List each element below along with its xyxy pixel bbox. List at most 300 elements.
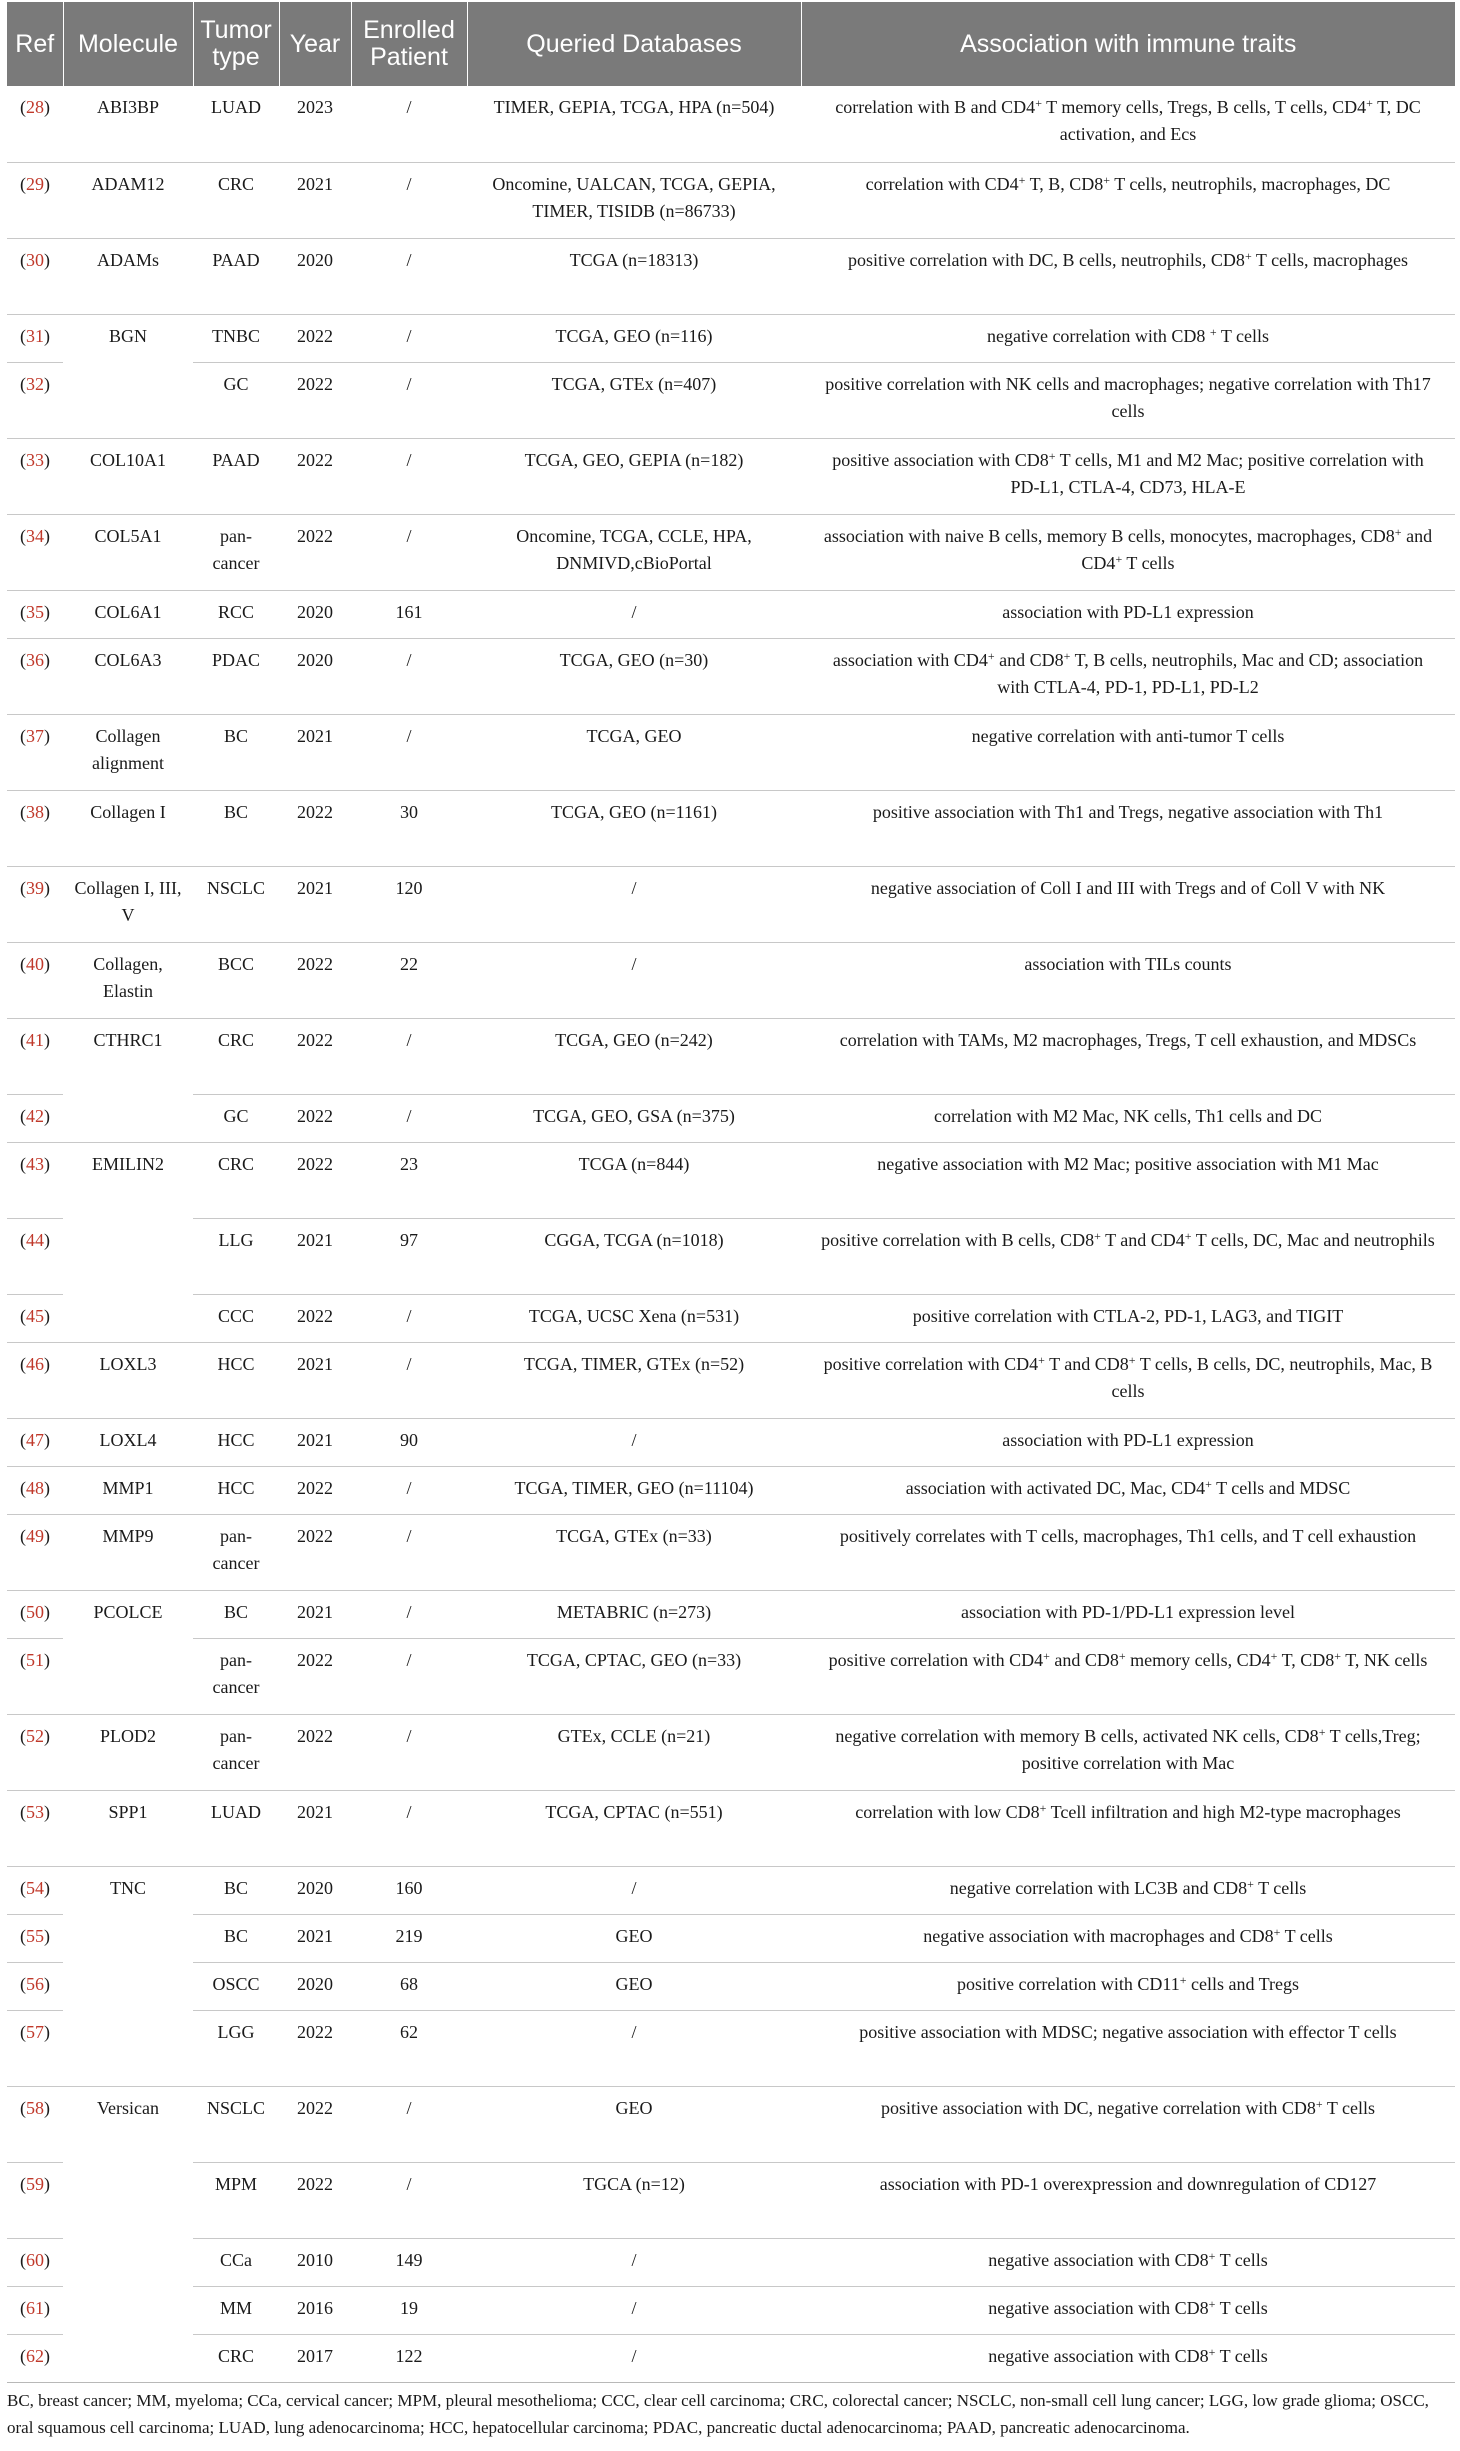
year-cell: 2022 [279, 1714, 351, 1790]
association-cell: positive association with DC, negative correlation with CD8+ T cells [801, 2086, 1455, 2162]
enrolled-cell: / [351, 362, 467, 438]
tumor-type-cell: PAAD [193, 238, 279, 314]
immune-association-table [7, 2, 1455, 2383]
ref-cell[interactable]: (47) [7, 1418, 63, 1466]
table-row [7, 1514, 1455, 1590]
ref-link[interactable]: 58 [26, 2097, 44, 2118]
ref-link[interactable]: 46 [26, 1353, 44, 1374]
table-row [7, 1714, 1455, 1790]
enrolled-cell: / [351, 1466, 467, 1514]
molecule-cell: Collagen alignment [63, 714, 193, 790]
association-cell: association with CD4+ and CD8+ T, B cells, neutrophils, Mac and CD; association with CTLA-4, PD-1, PD-L1, PD-L2 [801, 638, 1455, 714]
ref-cell[interactable]: (49) [7, 1514, 63, 1590]
tumor-type-cell: CCa [193, 2238, 279, 2286]
table-row [7, 714, 1455, 790]
molecule-cell: TNC [63, 1866, 193, 1914]
tumor-type-cell: BC [193, 1914, 279, 1962]
tumor-type-cell: NSCLC [193, 866, 279, 942]
association-cell: positive association with Th1 and Tregs, negative association with Th1 [801, 790, 1455, 866]
ref-link[interactable]: 34 [26, 525, 44, 546]
databases-cell: GEO [467, 2086, 801, 2162]
ref-cell[interactable]: (36) [7, 638, 63, 714]
molecule-cell: BGN [63, 314, 193, 362]
tumor-type-cell: BC [193, 1590, 279, 1638]
molecule-cell [63, 1914, 193, 1962]
molecule-cell: COL6A3 [63, 638, 193, 714]
year-cell: 2020 [279, 638, 351, 714]
association-cell: association with TILs counts [801, 942, 1455, 1018]
enrolled-cell: 219 [351, 1914, 467, 1962]
enrolled-cell: 149 [351, 2238, 467, 2286]
association-cell: negative association with CD8+ T cells [801, 2334, 1455, 2382]
ref-link[interactable]: 36 [26, 649, 44, 670]
table-row [7, 1962, 1455, 2010]
databases-cell: TCGA, GEO (n=116) [467, 314, 801, 362]
association-cell: correlation with TAMs, M2 macrophages, Tregs, T cell exhaustion, and MDSCs [801, 1018, 1455, 1094]
year-cell: 2022 [279, 1294, 351, 1342]
ref-cell[interactable]: (40) [7, 942, 63, 1018]
association-cell: association with PD-L1 expression [801, 590, 1455, 638]
enrolled-cell: / [351, 162, 467, 238]
header-association: Association with immune traits [801, 2, 1455, 86]
table-body [7, 86, 1455, 2382]
abbreviations-footnote: BC, breast cancer; MM, myeloma; CCa, cervical cancer; MPM, pleural mesothelioma; CCC, clear cell carcinoma; CRC, colorectal cancer; NSCLC, non-small cell lung cancer; LGG, low grade glioma; OSCC, oral squamous cell carcinoma; LUAD, lung adenocarcinoma; HCC, hepatocellular carcinoma; PDAC, pancreatic ductal adenocarcinoma; PAAD, pancreatic adenocarcinoma. [7, 2391, 1429, 2437]
ref-link[interactable]: 43 [26, 1153, 44, 1174]
tumor-type-cell: CRC [193, 2334, 279, 2382]
association-cell: positive correlation with CTLA-2, PD-1, LAG3, and TIGIT [801, 1294, 1455, 1342]
ref-cell[interactable]: (38) [7, 790, 63, 866]
databases-cell: METABRIC (n=273) [467, 1590, 801, 1638]
databases-cell: Oncomine, UALCAN, TCGA, GEPIA, TIMER, TISIDB (n=86733) [467, 162, 801, 238]
molecule-cell [63, 2238, 193, 2286]
association-cell: association with PD-1/PD-L1 expression level [801, 1590, 1455, 1638]
databases-cell: TCGA, GEO (n=242) [467, 1018, 801, 1094]
association-cell: negative association of Coll I and III with Tregs and of Coll V with NK [801, 866, 1455, 942]
molecule-cell: MMP9 [63, 1514, 193, 1590]
year-cell: 2021 [279, 1418, 351, 1466]
databases-cell: / [467, 942, 801, 1018]
ref-link[interactable]: 52 [26, 1725, 44, 1746]
year-cell: 2022 [279, 1514, 351, 1590]
association-cell: negative association with M2 Mac; positive association with M1 Mac [801, 1142, 1455, 1218]
ref-cell[interactable]: (46) [7, 1342, 63, 1418]
databases-cell: TCGA (n=844) [467, 1142, 801, 1218]
ref-link[interactable]: 30 [26, 249, 44, 270]
table-row [7, 238, 1455, 314]
enrolled-cell: / [351, 1514, 467, 1590]
ref-link[interactable]: 42 [26, 1105, 44, 1126]
year-cell: 2022 [279, 1018, 351, 1094]
table-row [7, 86, 1455, 162]
tumor-type-cell: CRC [193, 162, 279, 238]
year-cell: 2020 [279, 1962, 351, 2010]
header-enrolled-patient: Enrolled Patient [351, 2, 467, 86]
molecule-cell: COL10A1 [63, 438, 193, 514]
association-cell: positively correlates with T cells, macrophages, Th1 cells, and T cell exhaustion [801, 1514, 1455, 1590]
tumor-type-cell: LUAD [211, 97, 261, 117]
enrolled-cell: / [351, 714, 467, 790]
molecule-cell [63, 362, 193, 438]
association-cell: correlation with M2 Mac, NK cells, Th1 cells and DC [801, 1094, 1455, 1142]
enrolled-cell: / [406, 97, 412, 117]
ref-cell[interactable]: (57) [7, 2010, 63, 2086]
association-cell: positive correlation with CD4+ T and CD8+ T cells, B cells, DC, neutrophils, Mac, B cells [801, 1342, 1455, 1418]
year-cell: 2022 [279, 438, 351, 514]
databases-cell: / [467, 2238, 801, 2286]
table-row [7, 438, 1455, 514]
tumor-type-cell: pan-cancer [193, 1714, 279, 1790]
tumor-type-cell: BCC [193, 942, 279, 1018]
ref-link[interactable]: 31 [26, 325, 44, 346]
enrolled-cell: / [351, 438, 467, 514]
molecule-cell [63, 2334, 193, 2382]
table-row [7, 590, 1455, 638]
tumor-type-cell: CRC [193, 1018, 279, 1094]
databases-cell: TCGA, UCSC Xena (n=531) [467, 1294, 801, 1342]
molecule-cell: PLOD2 [63, 1714, 193, 1790]
ref-link[interactable]: 32 [26, 373, 44, 394]
table-row [7, 362, 1455, 438]
ref-cell[interactable]: (52) [7, 1714, 63, 1790]
year-cell: 2022 [279, 2162, 351, 2238]
header-row [7, 2, 1455, 86]
databases-cell: TCGA, GEO (n=30) [467, 638, 801, 714]
ref-cell[interactable]: (60) [7, 2238, 63, 2286]
year-cell: 2022 [279, 1638, 351, 1714]
enrolled-cell: 62 [351, 2010, 467, 2086]
ref-link[interactable]: 53 [26, 1801, 44, 1822]
databases-cell: / [467, 1418, 801, 1466]
ref-link[interactable]: 61 [26, 2297, 44, 2318]
molecule-cell: Collagen I [63, 790, 193, 866]
year-cell: 2022 [279, 942, 351, 1018]
association-cell: association with activated DC, Mac, CD4+ T cells and MDSC [801, 1466, 1455, 1514]
ref-cell[interactable]: (43) [7, 1142, 63, 1218]
ref-cell[interactable]: (55) [7, 1914, 63, 1962]
molecule-cell: SPP1 [63, 1790, 193, 1866]
enrolled-cell: / [351, 638, 467, 714]
enrolled-cell: / [351, 2162, 467, 2238]
table-row [7, 1018, 1455, 1094]
year-cell: 2017 [279, 2334, 351, 2382]
ref-cell[interactable]: (53) [7, 1790, 63, 1866]
databases-cell: / [467, 1866, 801, 1914]
ref-cell[interactable]: (48) [7, 1466, 63, 1514]
ref-link[interactable]: 40 [26, 953, 44, 974]
enrolled-cell: 68 [351, 1962, 467, 2010]
year-cell: 2022 [279, 314, 351, 362]
ref-cell[interactable]: (41) [7, 1018, 63, 1094]
enrolled-cell: / [351, 1294, 467, 1342]
molecule-cell [63, 2010, 193, 2086]
ref-link[interactable]: 48 [26, 1477, 44, 1498]
ref-link[interactable]: 60 [26, 2249, 44, 2270]
ref-link[interactable]: 29 [26, 173, 44, 194]
year-cell: 2020 [279, 590, 351, 638]
ref-link[interactable]: 38 [26, 801, 44, 822]
year-cell: 2016 [279, 2286, 351, 2334]
table-row [7, 1790, 1455, 1866]
databases-cell: / [467, 2010, 801, 2086]
tumor-type-cell: HCC [193, 1342, 279, 1418]
databases-cell: TCGA, TIMER, GEO (n=11104) [467, 1466, 801, 1514]
ref-cell[interactable]: (37) [7, 714, 63, 790]
year-cell: 2022 [279, 1466, 351, 1514]
tumor-type-cell: MM [193, 2286, 279, 2334]
enrolled-cell: / [351, 1714, 467, 1790]
molecule-cell: MMP1 [63, 1466, 193, 1514]
enrolled-cell: 160 [351, 1866, 467, 1914]
association-cell: positive correlation with B cells, CD8+ T and CD4+ T cells, DC, Mac and neutrophils [801, 1218, 1455, 1294]
ref-link[interactable]: 54 [26, 1877, 44, 1898]
tumor-type-cell: PAAD [193, 438, 279, 514]
enrolled-cell: / [351, 1638, 467, 1714]
association-cell: association with PD-1 overexpression and downregulation of CD127 [801, 2162, 1455, 2238]
molecule-cell: EMILIN2 [63, 1142, 193, 1218]
association-cell: negative correlation with memory B cells, activated NK cells, CD8+ T cells,Treg; positive correlation with Mac [801, 1714, 1455, 1790]
ref-cell[interactable]: (35) [7, 590, 63, 638]
tumor-type-cell: TNBC [193, 314, 279, 362]
year-cell: 2020 [279, 1866, 351, 1914]
molecule-cell [63, 1294, 193, 1342]
table-row [7, 942, 1455, 1018]
ref-cell[interactable]: (39) [7, 866, 63, 942]
table-row [7, 638, 1455, 714]
association-cell: negative association with CD8+ T cells [801, 2286, 1455, 2334]
ref-link[interactable]: 28 [26, 97, 44, 117]
ref-cell[interactable]: (54) [7, 1866, 63, 1914]
tumor-type-cell: GC [193, 362, 279, 438]
ref-cell[interactable]: (62) [7, 2334, 63, 2382]
ref-link[interactable]: 39 [26, 877, 44, 898]
ref-cell[interactable]: (56) [7, 1962, 63, 2010]
ref-cell[interactable]: (33) [7, 438, 63, 514]
ref-cell[interactable]: (30) [7, 238, 63, 314]
molecule-cell: ADAM12 [63, 162, 193, 238]
databases-cell: Oncomine, TCGA, CCLE, HPA, DNMIVD,cBioPortal [467, 514, 801, 590]
databases-cell: TCGA, GEO (n=1161) [467, 790, 801, 866]
tumor-type-cell: CRC [193, 1142, 279, 1218]
association-cell: positive correlation with CD11+ cells and Tregs [801, 1962, 1455, 2010]
year-cell: 2022 [279, 362, 351, 438]
association-cell: association with naive B cells, memory B cells, monocytes, macrophages, CD8+ and CD4+ T cells [801, 514, 1455, 590]
ref-link[interactable]: 49 [26, 1525, 44, 1546]
ref-cell[interactable]: (42) [7, 1094, 63, 1142]
molecule-cell [63, 1218, 193, 1294]
ref-cell[interactable]: (59) [7, 2162, 63, 2238]
databases-cell: / [467, 2286, 801, 2334]
tumor-type-cell: BC [193, 790, 279, 866]
enrolled-cell: 22 [351, 942, 467, 1018]
association-cell: positive correlation with NK cells and macrophages; negative correlation with Th17 cells [801, 362, 1455, 438]
year-cell: 2021 [279, 162, 351, 238]
enrolled-cell: 90 [351, 1418, 467, 1466]
table-row [7, 2334, 1455, 2382]
ref-link[interactable]: 59 [26, 2173, 44, 2194]
enrolled-cell: / [351, 514, 467, 590]
ref-link[interactable]: 33 [26, 449, 44, 470]
tumor-type-cell: MPM [193, 2162, 279, 2238]
molecule-cell [63, 2286, 193, 2334]
ref-cell[interactable]: (31) [7, 314, 63, 362]
table-row [7, 1418, 1455, 1466]
association-cell: correlation with B and CD4+ T memory cells, Tregs, B cells, T cells, CD4+ T, DC activation, and Ecs [835, 96, 1421, 144]
year-cell: 2022 [279, 2086, 351, 2162]
databases-cell: TCGA, GEO, GEPIA (n=182) [467, 438, 801, 514]
ref-link[interactable]: 45 [26, 1305, 44, 1326]
table-row [7, 2086, 1455, 2162]
ref-cell[interactable]: (34) [7, 514, 63, 590]
enrolled-cell: 19 [351, 2286, 467, 2334]
enrolled-cell: 23 [351, 1142, 467, 1218]
tumor-type-cell: PDAC [193, 638, 279, 714]
table-row [7, 790, 1455, 866]
molecule-cell: COL6A1 [63, 590, 193, 638]
enrolled-cell: / [351, 1790, 467, 1866]
databases-cell: CGGA, TCGA (n=1018) [467, 1218, 801, 1294]
tumor-type-cell: NSCLC [193, 2086, 279, 2162]
year-cell: 2022 [279, 1142, 351, 1218]
molecule-cell: Collagen I, III, V [63, 866, 193, 942]
ref-cell[interactable]: (44) [7, 1218, 63, 1294]
ref-cell[interactable]: (58) [7, 2086, 63, 2162]
databases-cell: GEO [467, 1914, 801, 1962]
table-row [7, 2010, 1455, 2086]
ref-link[interactable]: 56 [26, 1973, 44, 1994]
enrolled-cell: 120 [351, 866, 467, 942]
databases-cell: TCGA, TIMER, GTEx (n=52) [467, 1342, 801, 1418]
ref-cell[interactable]: (28) [20, 97, 50, 117]
ref-link[interactable]: 37 [26, 725, 44, 746]
molecule-cell: Collagen, Elastin [63, 942, 193, 1018]
molecule-cell [63, 1638, 193, 1714]
table-row [7, 1638, 1455, 1714]
databases-cell: GTEx, CCLE (n=21) [467, 1714, 801, 1790]
ref-cell[interactable]: (51) [7, 1638, 63, 1714]
ref-cell[interactable]: (50) [7, 1590, 63, 1638]
association-cell: negative correlation with anti-tumor T cells [801, 714, 1455, 790]
molecule-cell [63, 2162, 193, 2238]
association-cell: positive correlation with CD4+ and CD8+ memory cells, CD4+ T, CD8+ T, NK cells [801, 1638, 1455, 1714]
ref-link[interactable]: 50 [26, 1601, 44, 1622]
molecule-cell [63, 1962, 193, 2010]
tumor-type-cell: BC [193, 714, 279, 790]
association-cell: correlation with low CD8+ Tcell infiltration and high M2-type macrophages [801, 1790, 1455, 1866]
association-cell: correlation with CD4+ T, B, CD8+ T cells, neutrophils, macrophages, DC [801, 162, 1455, 238]
ref-link[interactable]: 55 [26, 1925, 44, 1946]
tumor-type-cell: RCC [193, 590, 279, 638]
association-cell: negative correlation with CD8 + T cells [801, 314, 1455, 362]
association-cell: negative association with CD8+ T cells [801, 2238, 1455, 2286]
table-row [7, 2286, 1455, 2334]
ref-cell[interactable]: (29) [7, 162, 63, 238]
year-cell: 2020 [279, 238, 351, 314]
year-cell: 2021 [279, 1790, 351, 1866]
association-cell: positive association with MDSC; negative association with effector T cells [801, 2010, 1455, 2086]
table-row [7, 162, 1455, 238]
table-row [7, 1590, 1455, 1638]
enrolled-cell: 161 [351, 590, 467, 638]
year-cell: 2010 [279, 2238, 351, 2286]
databases-cell: TGCA (n=12) [467, 2162, 801, 2238]
ref-link[interactable]: 35 [26, 601, 44, 622]
molecule-cell: Versican [63, 2086, 193, 2162]
enrolled-cell: 122 [351, 2334, 467, 2382]
association-cell: association with PD-L1 expression [801, 1418, 1455, 1466]
ref-cell[interactable]: (61) [7, 2286, 63, 2334]
tumor-type-cell: GC [193, 1094, 279, 1142]
ref-link[interactable]: 51 [26, 1649, 44, 1670]
association-cell: negative association with macrophages and CD8+ T cells [801, 1914, 1455, 1962]
enrolled-cell: / [351, 314, 467, 362]
tumor-type-cell: CCC [193, 1294, 279, 1342]
year-cell: 2021 [279, 1590, 351, 1638]
table-row [7, 314, 1455, 362]
databases-cell: TCGA, GTEx (n=33) [467, 1514, 801, 1590]
tumor-type-cell: pan-cancer [193, 1638, 279, 1714]
tumor-type-cell: pan-cancer [193, 514, 279, 590]
ref-link[interactable]: 57 [26, 2021, 44, 2042]
association-cell: positive association with CD8+ T cells, M1 and M2 Mac; positive correlation with PD-L1, CTLA-4, CD73, HLA-E [801, 438, 1455, 514]
molecule-cell: LOXL4 [63, 1418, 193, 1466]
year-cell: 2021 [279, 1218, 351, 1294]
table-row [7, 514, 1455, 590]
table-row [7, 1866, 1455, 1914]
databases-cell: TCGA, CPTAC (n=551) [467, 1790, 801, 1866]
molecule-cell [63, 1094, 193, 1142]
header-ref: Ref [7, 2, 63, 86]
molecule-cell: COL5A1 [63, 514, 193, 590]
ref-cell[interactable]: (45) [7, 1294, 63, 1342]
ref-link[interactable]: 41 [26, 1029, 44, 1050]
tumor-type-cell: LGG [193, 2010, 279, 2086]
table-row [7, 2162, 1455, 2238]
ref-link[interactable]: 47 [26, 1429, 44, 1450]
databases-cell: TCGA, GEO, GSA (n=375) [467, 1094, 801, 1142]
year-cell: 2021 [279, 1914, 351, 1962]
association-cell: positive correlation with DC, B cells, neutrophils, CD8+ T cells, macrophages [801, 238, 1455, 314]
databases-cell: / [467, 866, 801, 942]
tumor-type-cell: pan-cancer [193, 1514, 279, 1590]
databases-cell: GEO [467, 1962, 801, 2010]
tumor-type-cell: OSCC [193, 1962, 279, 2010]
enrolled-cell: / [351, 1094, 467, 1142]
header-tumor-type: Tumor type [193, 2, 279, 86]
table-row [7, 1218, 1455, 1294]
tumor-type-cell: HCC [193, 1466, 279, 1514]
ref-link[interactable]: 62 [26, 2345, 44, 2366]
table-row [7, 1466, 1455, 1514]
databases-cell: TCGA, CPTAC, GEO (n=33) [467, 1638, 801, 1714]
year-cell: 2022 [279, 1094, 351, 1142]
molecule-cell: PCOLCE [63, 1590, 193, 1638]
table-row [7, 1342, 1455, 1418]
association-cell: negative correlation with LC3B and CD8+ T cells [801, 1866, 1455, 1914]
table-row [7, 2238, 1455, 2286]
molecule-cell: CTHRC1 [63, 1018, 193, 1094]
year-cell: 2022 [279, 2010, 351, 2086]
tumor-type-cell: BC [193, 1866, 279, 1914]
table-row [7, 1294, 1455, 1342]
ref-cell[interactable]: (32) [7, 362, 63, 438]
ref-link[interactable]: 44 [26, 1229, 44, 1250]
table-row [7, 1094, 1455, 1142]
header-molecule: Molecule [63, 2, 193, 86]
enrolled-cell: 97 [351, 1218, 467, 1294]
enrolled-cell: / [351, 1018, 467, 1094]
enrolled-cell: 30 [351, 790, 467, 866]
databases-cell: / [467, 590, 801, 638]
